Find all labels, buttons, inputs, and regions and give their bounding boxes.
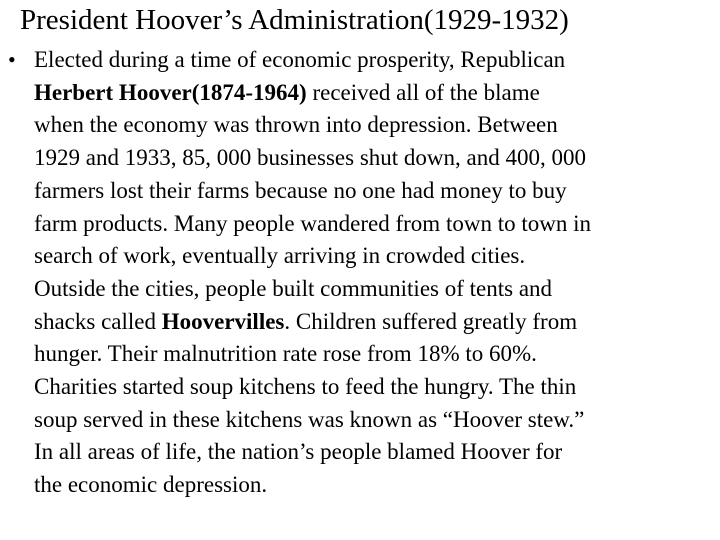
paragraph-line [34, 306, 718, 339]
line-text: Charities started soup kitchens to feed the hungry. The thin [34, 374, 577, 400]
line-text: soup served in these kitchens was known as “Hoover stew.” [34, 406, 585, 432]
bullet-item [8, 44, 718, 502]
paragraph-line [34, 338, 718, 371]
paragraph-line [34, 273, 718, 306]
paragraph-line [34, 44, 718, 77]
line-text: farm products. Many people wandered from town to town in [34, 210, 591, 236]
line-text: In all areas of life, the nation’s people blamed Hoover for [34, 439, 563, 465]
paragraph-line [34, 436, 718, 469]
paragraph-line [34, 240, 718, 273]
line-text: hunger. Their malnutrition rate rose from 18% to 60%. [34, 341, 537, 367]
bullet-marker: • [8, 47, 16, 72]
line-text: Outside the cities, people built communities of tents and [34, 275, 553, 301]
slide-title: President Hoover’s Administration(1929-1932) [20, 4, 569, 36]
paragraph-line [34, 208, 718, 241]
paragraph-line [34, 404, 718, 437]
paragraph-line [34, 109, 718, 142]
bold-term: Herbert Hoover(1874-1964) [34, 79, 307, 105]
line-text: when the economy was thrown into depression. Between [34, 112, 558, 138]
line-text: 1929 and 1933, 85, 000 businesses shut down, and 400, 000 [34, 145, 586, 171]
line-text: the economic depression. [34, 472, 268, 498]
line-text: search of work, eventually arriving in crowded cities. [34, 243, 526, 269]
paragraph-line [34, 142, 718, 175]
paragraph-line [34, 371, 718, 404]
paragraph-line [34, 469, 718, 502]
line-text: Elected during a time of economic prosperity, Republican [34, 47, 566, 72]
paragraph-line [34, 77, 718, 110]
line-text: received all of the blame [306, 79, 540, 105]
line-text: shacks called [34, 308, 162, 334]
bullet-paragraph [34, 44, 718, 502]
line-text: farmers lost their farms because no one had money to buy [34, 177, 567, 203]
paragraph-line [34, 175, 718, 208]
line-text: . Children suffered greatly from [284, 308, 578, 334]
bold-term: Hoovervilles [161, 308, 285, 334]
